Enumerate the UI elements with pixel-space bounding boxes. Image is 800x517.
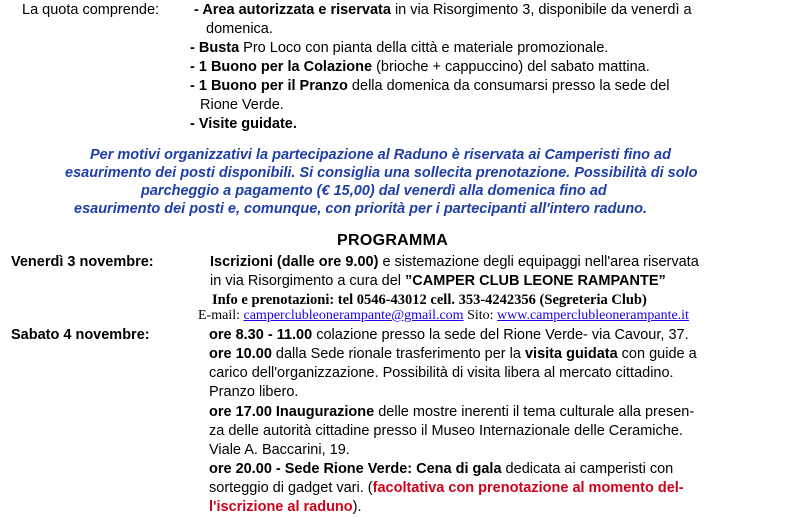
quota-item-pranzo: - 1 Buono per il Pranzo della domenica da consumarsi presso la sede del: [190, 78, 670, 94]
sabato-inaugurazione: ore 17.00 Inaugurazione delle mostre inerenti il tema culturale alla presen-: [209, 404, 695, 420]
quota-item-busta: - Busta Pro Loco con pianta della città e materiale promozionale.: [190, 40, 609, 56]
sabato-inaugurazione-cont-1: za delle autorità cittadine presso il Museo Internazionale delle Ceramiche.: [209, 423, 683, 439]
quota-item-area-cont: domenica.: [206, 21, 273, 37]
quota-item-area: - Area autorizzata e riservata in via Risorgimento 3, disponibile da venerdì a: [194, 2, 692, 18]
email-link[interactable]: camperclubleonerampante@gmail.com: [243, 308, 464, 323]
sabato-colazione: ore 8.30 - 11.00 colazione presso la sede del Rione Verde- via Cavour, 37.: [209, 327, 689, 343]
sabato-visita-cont-1: carico dell'organizzazione. Possibilità di visita libera al mercato cittadino.: [209, 365, 674, 381]
sabato-cena-cont-1: sorteggio di gadget vari. (facoltativa con prenotazione al momento del-: [209, 480, 684, 496]
venerdi-area: in via Risorgimento a cura del ”CAMPER CLUB LEONE RAMPANTE”: [210, 273, 666, 289]
sabato-visita: ore 10.00 dalla Sede rionale trasferimento per la visita guidata con guide a: [209, 346, 697, 362]
notice-line-2: esaurimento dei posti disponibili. Si consiglia una sollecita prenotazione. Possibilità di solo: [65, 165, 698, 181]
sabato-inaugurazione-cont-2: Viale A. Baccarini, 19.: [209, 442, 350, 458]
quota-item-visite: - Visite guidate.: [190, 116, 297, 132]
programma-title: PROGRAMMA: [337, 232, 449, 249]
sabato-label: Sabato 4 novembre:: [11, 327, 150, 343]
venerdi-contatti: E-mail: camperclubleonerampante@gmail.com Sito: www.camperclubleonerampante.it: [198, 308, 689, 323]
quota-item-colazione: - 1 Buono per la Colazione (brioche + cappuccino) del sabato mattina.: [190, 59, 650, 75]
sabato-visita-cont-2: Pranzo libero.: [209, 384, 299, 400]
venerdi-iscrizioni: Iscrizioni (dalle ore 9.00) e sistemazione degli equipaggi nell'area riservata: [210, 254, 699, 270]
notice-line-3: parcheggio a pagamento (€ 15,00) dal venerdì alla domenica fino ad: [141, 183, 607, 199]
notice-line-4: esaurimento dei posti e, comunque, con priorità per i partecipanti all'intero raduno.: [74, 201, 648, 217]
sabato-cena-cont-2: l'iscrizione al raduno).: [209, 499, 362, 515]
sabato-cena: ore 20.00 - Sede Rione Verde: Cena di gala dedicata ai camperisti con: [209, 461, 674, 477]
notice-line-1: Per motivi organizzativi la partecipazione al Raduno è riservata ai Camperisti fino ad: [90, 147, 671, 163]
venerdi-label: Venerdì 3 novembre:: [11, 254, 154, 270]
quota-label: La quota comprende:: [22, 2, 160, 18]
sito-link[interactable]: www.camperclubleonerampante.it: [497, 308, 689, 323]
quota-item-pranzo-cont: Rione Verde.: [200, 97, 284, 113]
venerdi-info: Info e prenotazioni: tel 0546-43012 cell. 353-4242356 (Segreteria Club): [212, 292, 647, 308]
